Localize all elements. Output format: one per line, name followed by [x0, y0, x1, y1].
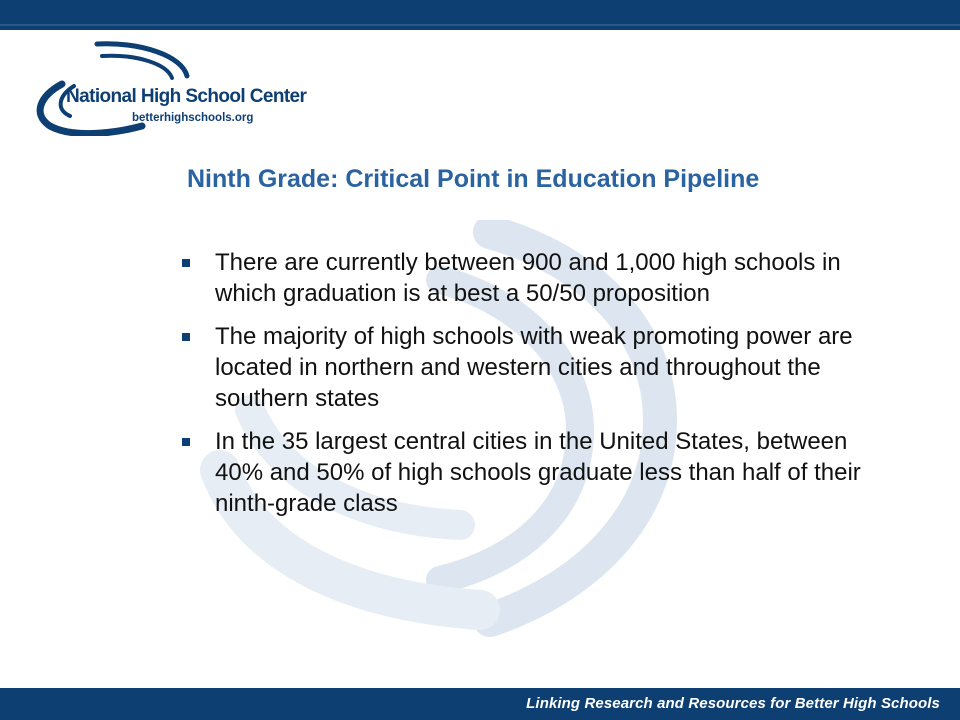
- bullet-text: In the 35 largest central cities in the United States, between 40% and 50% of high schools graduate less than half of their ninth-grade class: [215, 428, 861, 517]
- bullet-item: [178, 247, 868, 309]
- square-bullet-icon: [182, 438, 190, 446]
- bullet-text: There are currently between 900 and 1,000 high schools in which graduation is at best a 50/50 proposition: [215, 249, 841, 307]
- org-logo[interactable]: [22, 36, 352, 136]
- square-bullet-icon: [182, 259, 190, 267]
- org-url[interactable]: betterhighschools.org: [132, 112, 254, 124]
- slide-title: Ninth Grade: Critical Point in Education Pipeline: [187, 165, 760, 193]
- bullet-text: The majority of high schools with weak promoting power are located in northern and western cities and throughout the southern states: [215, 323, 853, 412]
- bullet-list: [178, 247, 868, 531]
- square-bullet-icon: [182, 333, 190, 341]
- bullet-item: [178, 321, 868, 414]
- top-banner-rule: [0, 24, 960, 26]
- footer-banner: [0, 688, 960, 720]
- bullet-item: [178, 426, 868, 519]
- footer-tagline: Linking Research and Resources for Better High Schools: [526, 695, 940, 712]
- org-name: National High School Center: [66, 86, 307, 107]
- top-banner: [0, 0, 960, 30]
